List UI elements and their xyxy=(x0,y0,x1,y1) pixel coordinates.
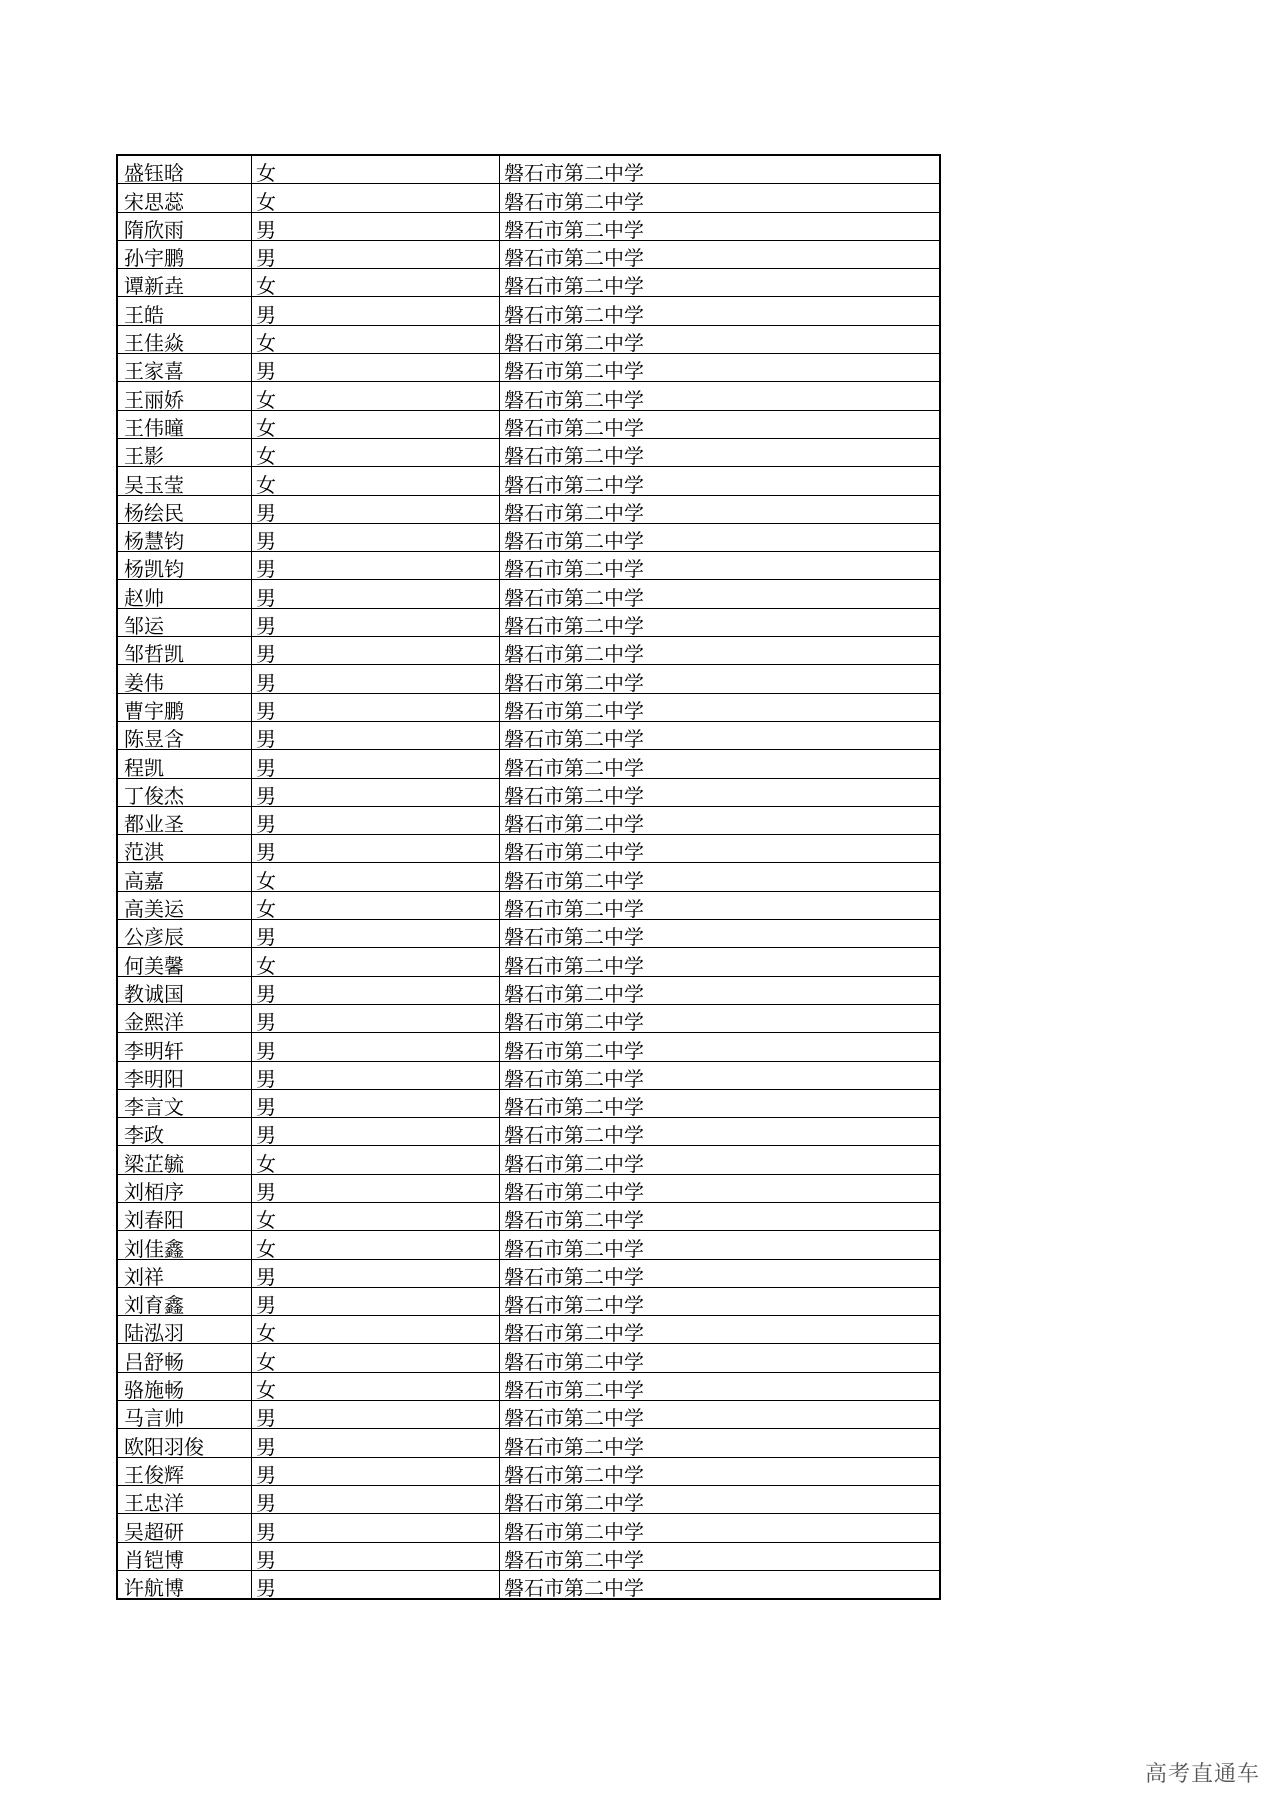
table-row xyxy=(117,1089,940,1117)
student-name-cell: 王家喜 xyxy=(117,354,252,382)
table-row xyxy=(117,325,940,353)
school-cell: 磐石市第二中学 xyxy=(500,1259,941,1287)
school-cell: 磐石市第二中学 xyxy=(500,1202,941,1230)
gender-cell: 男 xyxy=(252,1118,500,1146)
student-name-cell: 吴超研 xyxy=(117,1514,252,1542)
student-name-cell: 盛钰晗 xyxy=(117,155,252,184)
table-row xyxy=(117,948,940,976)
table-row xyxy=(117,863,940,891)
gender-cell: 男 xyxy=(252,354,500,382)
gender-cell: 女 xyxy=(252,382,500,410)
table-row xyxy=(117,1542,940,1570)
student-name-cell: 邹哲凯 xyxy=(117,637,252,665)
gender-cell: 男 xyxy=(252,665,500,693)
gender-cell: 男 xyxy=(252,608,500,636)
table-row xyxy=(117,1344,940,1372)
gender-cell: 女 xyxy=(252,269,500,297)
table-row xyxy=(117,1514,940,1542)
gender-cell: 男 xyxy=(252,778,500,806)
school-cell: 磐石市第二中学 xyxy=(500,1061,941,1089)
school-cell: 磐石市第二中学 xyxy=(500,721,941,749)
school-cell: 磐石市第二中学 xyxy=(500,1146,941,1174)
school-cell: 磐石市第二中学 xyxy=(500,1004,941,1032)
table-row xyxy=(117,438,940,466)
school-cell: 磐石市第二中学 xyxy=(500,495,941,523)
table-row xyxy=(117,184,940,212)
table-row xyxy=(117,750,940,778)
student-name-cell: 梁芷毓 xyxy=(117,1146,252,1174)
student-name-cell: 王丽娇 xyxy=(117,382,252,410)
school-cell: 磐石市第二中学 xyxy=(500,665,941,693)
table-row xyxy=(117,297,940,325)
table-row xyxy=(117,354,940,382)
student-name-cell: 王伟曈 xyxy=(117,410,252,438)
student-name-cell: 姜伟 xyxy=(117,665,252,693)
gender-cell: 女 xyxy=(252,1231,500,1259)
student-name-cell: 陈昱含 xyxy=(117,721,252,749)
table-row xyxy=(117,382,940,410)
school-cell: 磐石市第二中学 xyxy=(500,184,941,212)
student-name-cell: 肖铠博 xyxy=(117,1542,252,1570)
student-name-cell: 许航博 xyxy=(117,1570,252,1599)
gender-cell: 男 xyxy=(252,1061,500,1089)
school-cell: 磐石市第二中学 xyxy=(500,835,941,863)
student-name-cell: 王忠洋 xyxy=(117,1485,252,1513)
table-row xyxy=(117,1372,940,1400)
school-cell: 磐石市第二中学 xyxy=(500,863,941,891)
gender-cell: 男 xyxy=(252,495,500,523)
gender-cell: 男 xyxy=(252,297,500,325)
table-row xyxy=(117,721,940,749)
student-name-cell: 谭新垚 xyxy=(117,269,252,297)
student-name-cell: 刘春阳 xyxy=(117,1202,252,1230)
student-name-cell: 隋欣雨 xyxy=(117,212,252,240)
gender-cell: 女 xyxy=(252,155,500,184)
gender-cell: 女 xyxy=(252,863,500,891)
gender-cell: 男 xyxy=(252,721,500,749)
school-cell: 磐石市第二中学 xyxy=(500,552,941,580)
student-roster-table xyxy=(116,154,941,1600)
student-name-cell: 刘栢序 xyxy=(117,1174,252,1202)
gender-cell: 男 xyxy=(252,1259,500,1287)
student-name-cell: 教诚国 xyxy=(117,976,252,1004)
school-cell: 磐石市第二中学 xyxy=(500,354,941,382)
student-name-cell: 刘育鑫 xyxy=(117,1287,252,1315)
school-cell: 磐石市第二中学 xyxy=(500,948,941,976)
school-cell: 磐石市第二中学 xyxy=(500,297,941,325)
school-cell: 磐石市第二中学 xyxy=(500,1542,941,1570)
student-name-cell: 丁俊杰 xyxy=(117,778,252,806)
gender-cell: 女 xyxy=(252,1146,500,1174)
gender-cell: 男 xyxy=(252,1401,500,1429)
student-name-cell: 杨绘民 xyxy=(117,495,252,523)
gender-cell: 男 xyxy=(252,1174,500,1202)
student-name-cell: 李明阳 xyxy=(117,1061,252,1089)
gender-cell: 男 xyxy=(252,1089,500,1117)
table-row xyxy=(117,212,940,240)
student-name-cell: 吴玉莹 xyxy=(117,467,252,495)
school-cell: 磐石市第二中学 xyxy=(500,1429,941,1457)
student-name-cell: 高嘉 xyxy=(117,863,252,891)
table-row xyxy=(117,608,940,636)
gender-cell: 男 xyxy=(252,835,500,863)
student-name-cell: 王影 xyxy=(117,438,252,466)
table-row xyxy=(117,806,940,834)
gender-cell: 男 xyxy=(252,1429,500,1457)
table-row xyxy=(117,155,940,184)
school-cell: 磐石市第二中学 xyxy=(500,1485,941,1513)
student-name-cell: 陆泓羽 xyxy=(117,1316,252,1344)
school-cell: 磐石市第二中学 xyxy=(500,269,941,297)
school-cell: 磐石市第二中学 xyxy=(500,778,941,806)
table-row xyxy=(117,580,940,608)
table-row xyxy=(117,665,940,693)
school-cell: 磐石市第二中学 xyxy=(500,637,941,665)
student-name-cell: 王俊辉 xyxy=(117,1457,252,1485)
school-cell: 磐石市第二中学 xyxy=(500,1174,941,1202)
school-cell: 磐石市第二中学 xyxy=(500,1401,941,1429)
school-cell: 磐石市第二中学 xyxy=(500,325,941,353)
gender-cell: 男 xyxy=(252,580,500,608)
gender-cell: 女 xyxy=(252,438,500,466)
student-name-cell: 赵帅 xyxy=(117,580,252,608)
table-row xyxy=(117,835,940,863)
school-cell: 磐石市第二中学 xyxy=(500,1344,941,1372)
gender-cell: 女 xyxy=(252,184,500,212)
school-cell: 磐石市第二中学 xyxy=(500,693,941,721)
gender-cell: 男 xyxy=(252,523,500,551)
school-cell: 磐石市第二中学 xyxy=(500,1457,941,1485)
school-cell: 磐石市第二中学 xyxy=(500,806,941,834)
school-cell: 磐石市第二中学 xyxy=(500,608,941,636)
school-cell: 磐石市第二中学 xyxy=(500,1089,941,1117)
student-name-cell: 李明轩 xyxy=(117,1033,252,1061)
table-row xyxy=(117,1401,940,1429)
school-cell: 磐石市第二中学 xyxy=(500,1231,941,1259)
table-row xyxy=(117,1287,940,1315)
school-cell: 磐石市第二中学 xyxy=(500,438,941,466)
table-row xyxy=(117,552,940,580)
table-row xyxy=(117,976,940,1004)
table-row xyxy=(117,1485,940,1513)
student-name-cell: 李言文 xyxy=(117,1089,252,1117)
student-name-cell: 高美运 xyxy=(117,891,252,919)
gender-cell: 男 xyxy=(252,976,500,1004)
gender-cell: 女 xyxy=(252,1344,500,1372)
student-name-cell: 吕舒畅 xyxy=(117,1344,252,1372)
school-cell: 磐石市第二中学 xyxy=(500,410,941,438)
school-cell: 磐石市第二中学 xyxy=(500,467,941,495)
table-row xyxy=(117,1202,940,1230)
table-row xyxy=(117,920,940,948)
table-row xyxy=(117,523,940,551)
gender-cell: 女 xyxy=(252,1202,500,1230)
table-row xyxy=(117,1033,940,1061)
table-row xyxy=(117,1231,940,1259)
gender-cell: 男 xyxy=(252,693,500,721)
student-name-cell: 金熙洋 xyxy=(117,1004,252,1032)
gender-cell: 女 xyxy=(252,467,500,495)
table-row xyxy=(117,269,940,297)
gender-cell: 男 xyxy=(252,920,500,948)
table-row xyxy=(117,637,940,665)
gender-cell: 男 xyxy=(252,1514,500,1542)
gender-cell: 男 xyxy=(252,1287,500,1315)
gender-cell: 男 xyxy=(252,637,500,665)
student-name-cell: 王佳焱 xyxy=(117,325,252,353)
school-cell: 磐石市第二中学 xyxy=(500,1514,941,1542)
table-row xyxy=(117,1570,940,1599)
gender-cell: 男 xyxy=(252,240,500,268)
school-cell: 磐石市第二中学 xyxy=(500,1118,941,1146)
gender-cell: 女 xyxy=(252,1316,500,1344)
table-row xyxy=(117,1316,940,1344)
table-row xyxy=(117,778,940,806)
student-name-cell: 曹宇鹏 xyxy=(117,693,252,721)
student-name-cell: 杨凯钧 xyxy=(117,552,252,580)
gender-cell: 男 xyxy=(252,1570,500,1599)
table-row xyxy=(117,1429,940,1457)
table-row xyxy=(117,693,940,721)
gender-cell: 女 xyxy=(252,948,500,976)
student-name-cell: 李政 xyxy=(117,1118,252,1146)
gender-cell: 男 xyxy=(252,1457,500,1485)
gender-cell: 男 xyxy=(252,1485,500,1513)
student-name-cell: 刘佳鑫 xyxy=(117,1231,252,1259)
student-name-cell: 马言帅 xyxy=(117,1401,252,1429)
table-row xyxy=(117,1146,940,1174)
student-name-cell: 邹运 xyxy=(117,608,252,636)
table-row xyxy=(117,1259,940,1287)
school-cell: 磐石市第二中学 xyxy=(500,1316,941,1344)
student-name-cell: 欧阳羽俊 xyxy=(117,1429,252,1457)
school-cell: 磐石市第二中学 xyxy=(500,1033,941,1061)
gender-cell: 男 xyxy=(252,212,500,240)
student-name-cell: 杨慧钧 xyxy=(117,523,252,551)
gender-cell: 男 xyxy=(252,1542,500,1570)
gender-cell: 女 xyxy=(252,410,500,438)
table-row xyxy=(117,1174,940,1202)
watermark: 高考直通车 xyxy=(1144,1762,1260,1787)
table-row xyxy=(117,1061,940,1089)
gender-cell: 男 xyxy=(252,1004,500,1032)
table-row xyxy=(117,495,940,523)
school-cell: 磐石市第二中学 xyxy=(500,1372,941,1400)
school-cell: 磐石市第二中学 xyxy=(500,382,941,410)
gender-cell: 男 xyxy=(252,806,500,834)
school-cell: 磐石市第二中学 xyxy=(500,891,941,919)
school-cell: 磐石市第二中学 xyxy=(500,155,941,184)
student-name-cell: 程凯 xyxy=(117,750,252,778)
table-row xyxy=(117,240,940,268)
gender-cell: 女 xyxy=(252,1372,500,1400)
school-cell: 磐石市第二中学 xyxy=(500,920,941,948)
school-cell: 磐石市第二中学 xyxy=(500,523,941,551)
student-name-cell: 何美馨 xyxy=(117,948,252,976)
student-name-cell: 宋思蕊 xyxy=(117,184,252,212)
gender-cell: 男 xyxy=(252,552,500,580)
gender-cell: 男 xyxy=(252,750,500,778)
gender-cell: 男 xyxy=(252,1033,500,1061)
school-cell: 磐石市第二中学 xyxy=(500,580,941,608)
roster-body xyxy=(117,155,940,1599)
gender-cell: 女 xyxy=(252,891,500,919)
table-row xyxy=(117,410,940,438)
gender-cell: 女 xyxy=(252,325,500,353)
school-cell: 磐石市第二中学 xyxy=(500,976,941,1004)
table-row xyxy=(117,891,940,919)
student-name-cell: 都业圣 xyxy=(117,806,252,834)
table-row xyxy=(117,1457,940,1485)
school-cell: 磐石市第二中学 xyxy=(500,212,941,240)
table-row xyxy=(117,467,940,495)
student-name-cell: 孙宇鹏 xyxy=(117,240,252,268)
student-name-cell: 王皓 xyxy=(117,297,252,325)
table-row xyxy=(117,1118,940,1146)
student-name-cell: 刘祥 xyxy=(117,1259,252,1287)
school-cell: 磐石市第二中学 xyxy=(500,750,941,778)
school-cell: 磐石市第二中学 xyxy=(500,1570,941,1599)
student-name-cell: 骆施畅 xyxy=(117,1372,252,1400)
school-cell: 磐石市第二中学 xyxy=(500,1287,941,1315)
student-name-cell: 公彦辰 xyxy=(117,920,252,948)
student-name-cell: 范淇 xyxy=(117,835,252,863)
school-cell: 磐石市第二中学 xyxy=(500,240,941,268)
table-row xyxy=(117,1004,940,1032)
